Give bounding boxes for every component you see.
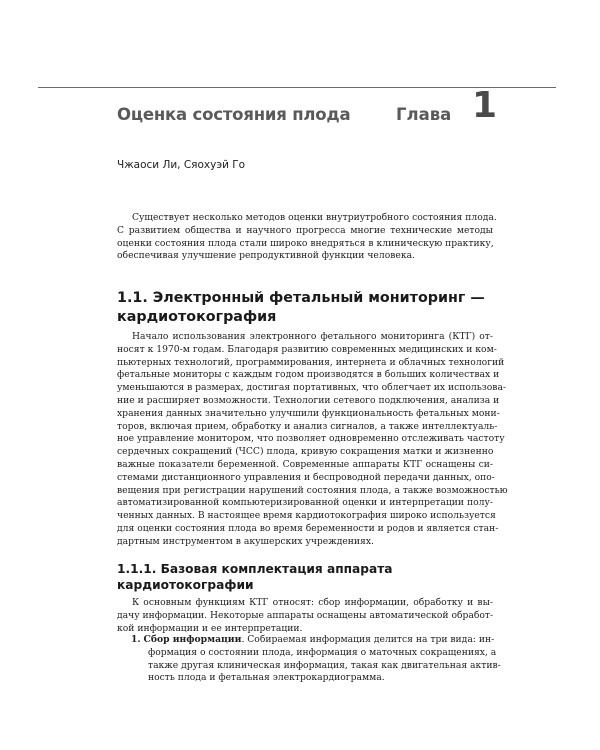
list-term: Сбор информации (143, 634, 242, 645)
text-line: уменьшаются в размерах, достигая портативных, что облегчает их использова- (117, 382, 507, 394)
text-line: К основным функциям КТГ относят: сбор информации, обработку и вы- (132, 597, 493, 608)
text-line: Существует несколько методов оценки внутриутробного состояния плода. (132, 212, 497, 223)
intro-paragraph (117, 212, 497, 263)
text-line: кой информации и ее интерпретации. (117, 622, 303, 634)
text-line: ченных данных. В настоящее время кардиотокография широко используется (117, 510, 496, 522)
list-number: 1. (131, 634, 141, 645)
list-item-first-line (131, 634, 493, 647)
list-item (131, 634, 501, 685)
text-line: С развитием общества и научного прогресса многие технические методы (117, 224, 493, 236)
text-line: хранения данных значительно улучшили функциональность фетальных мони- (117, 407, 500, 419)
chapter-authors: Чжаоси Ли, Сяохуэй Го (117, 159, 246, 171)
text-line: ное управление монитором, что позволяет одновременно отслеживать частоту (117, 433, 505, 445)
text-line: обеспечивая улучшение репродуктивной функции человека. (117, 250, 415, 262)
section-heading-1-1-1 (117, 561, 393, 593)
text-line: дартным инструментом в акушерских учреждениях. (117, 535, 374, 547)
heading-line: 1.1.1. Базовая комплектация аппарата (117, 562, 393, 576)
text-line: дачу информации. Некоторые аппараты оснащены автоматической обработ- (117, 609, 494, 621)
text-line: ность плода и фетальная электрокардиограмма. (148, 672, 385, 684)
list-text: . Собираемая информация делится на три вида: ин- (241, 634, 495, 645)
section-1-1-1-paragraph (117, 597, 493, 635)
section-1-1-paragraph (117, 331, 508, 549)
heading-line: кардиотокографии (117, 578, 254, 592)
text-line: важные показатели беременной. Современные аппараты КТГ оснащены си- (117, 458, 493, 470)
chapter-label: Глава (396, 105, 452, 124)
text-line: носят к 1970-м годам. Благодаря развитию современных медицинских и ком- (117, 343, 497, 355)
text-line: автоматизированной компьютеризированной оценки и интерпретации полу- (117, 497, 493, 509)
heading-line: кардиотокография (117, 308, 277, 325)
text-line: сердечных сокращений (ЧСС) плода, кривую сокращения матки и жизненно (117, 446, 494, 458)
text-line: Начало использования электронного фетального мониторинга (КТГ) от- (132, 331, 493, 342)
text-line: также другая клиническая информация, такая как двигательная актив- (148, 659, 501, 671)
heading-line: 1.1. Электронный фетальный мониторинг — (117, 290, 485, 306)
text-line: стемами дистанционного управления и беспроводной передачи данных, опо- (117, 471, 495, 483)
text-line: фетальные мониторы с каждым годом производятся в больших количествах и (117, 369, 500, 381)
text-line: пьютерных технологий, программирования, интернета и облачных технологий (117, 356, 505, 368)
text-line: ние и расширяет возможности. Технологии сетевого подключения, анализа и (117, 394, 500, 406)
text-line: формация о состоянии плода, информация о маточных сокращениях, а (148, 646, 497, 658)
chapter-number: 1 (472, 85, 498, 126)
text-line: вещения при регистрации нарушений состояния плода, а также возможностью (117, 484, 508, 496)
text-line: торов, включая прием, обработку и анализ сигналов, а также интеллектуаль- (117, 420, 498, 432)
text-line: оценки состояния плода стали широко внедряться в клиническую практику, (117, 237, 494, 249)
text-line: для оценки состояния плода во время беременности и родов и является стан- (117, 522, 499, 534)
section-heading-1-1 (117, 289, 485, 326)
chapter-title: Оценка состояния плода (117, 105, 351, 124)
